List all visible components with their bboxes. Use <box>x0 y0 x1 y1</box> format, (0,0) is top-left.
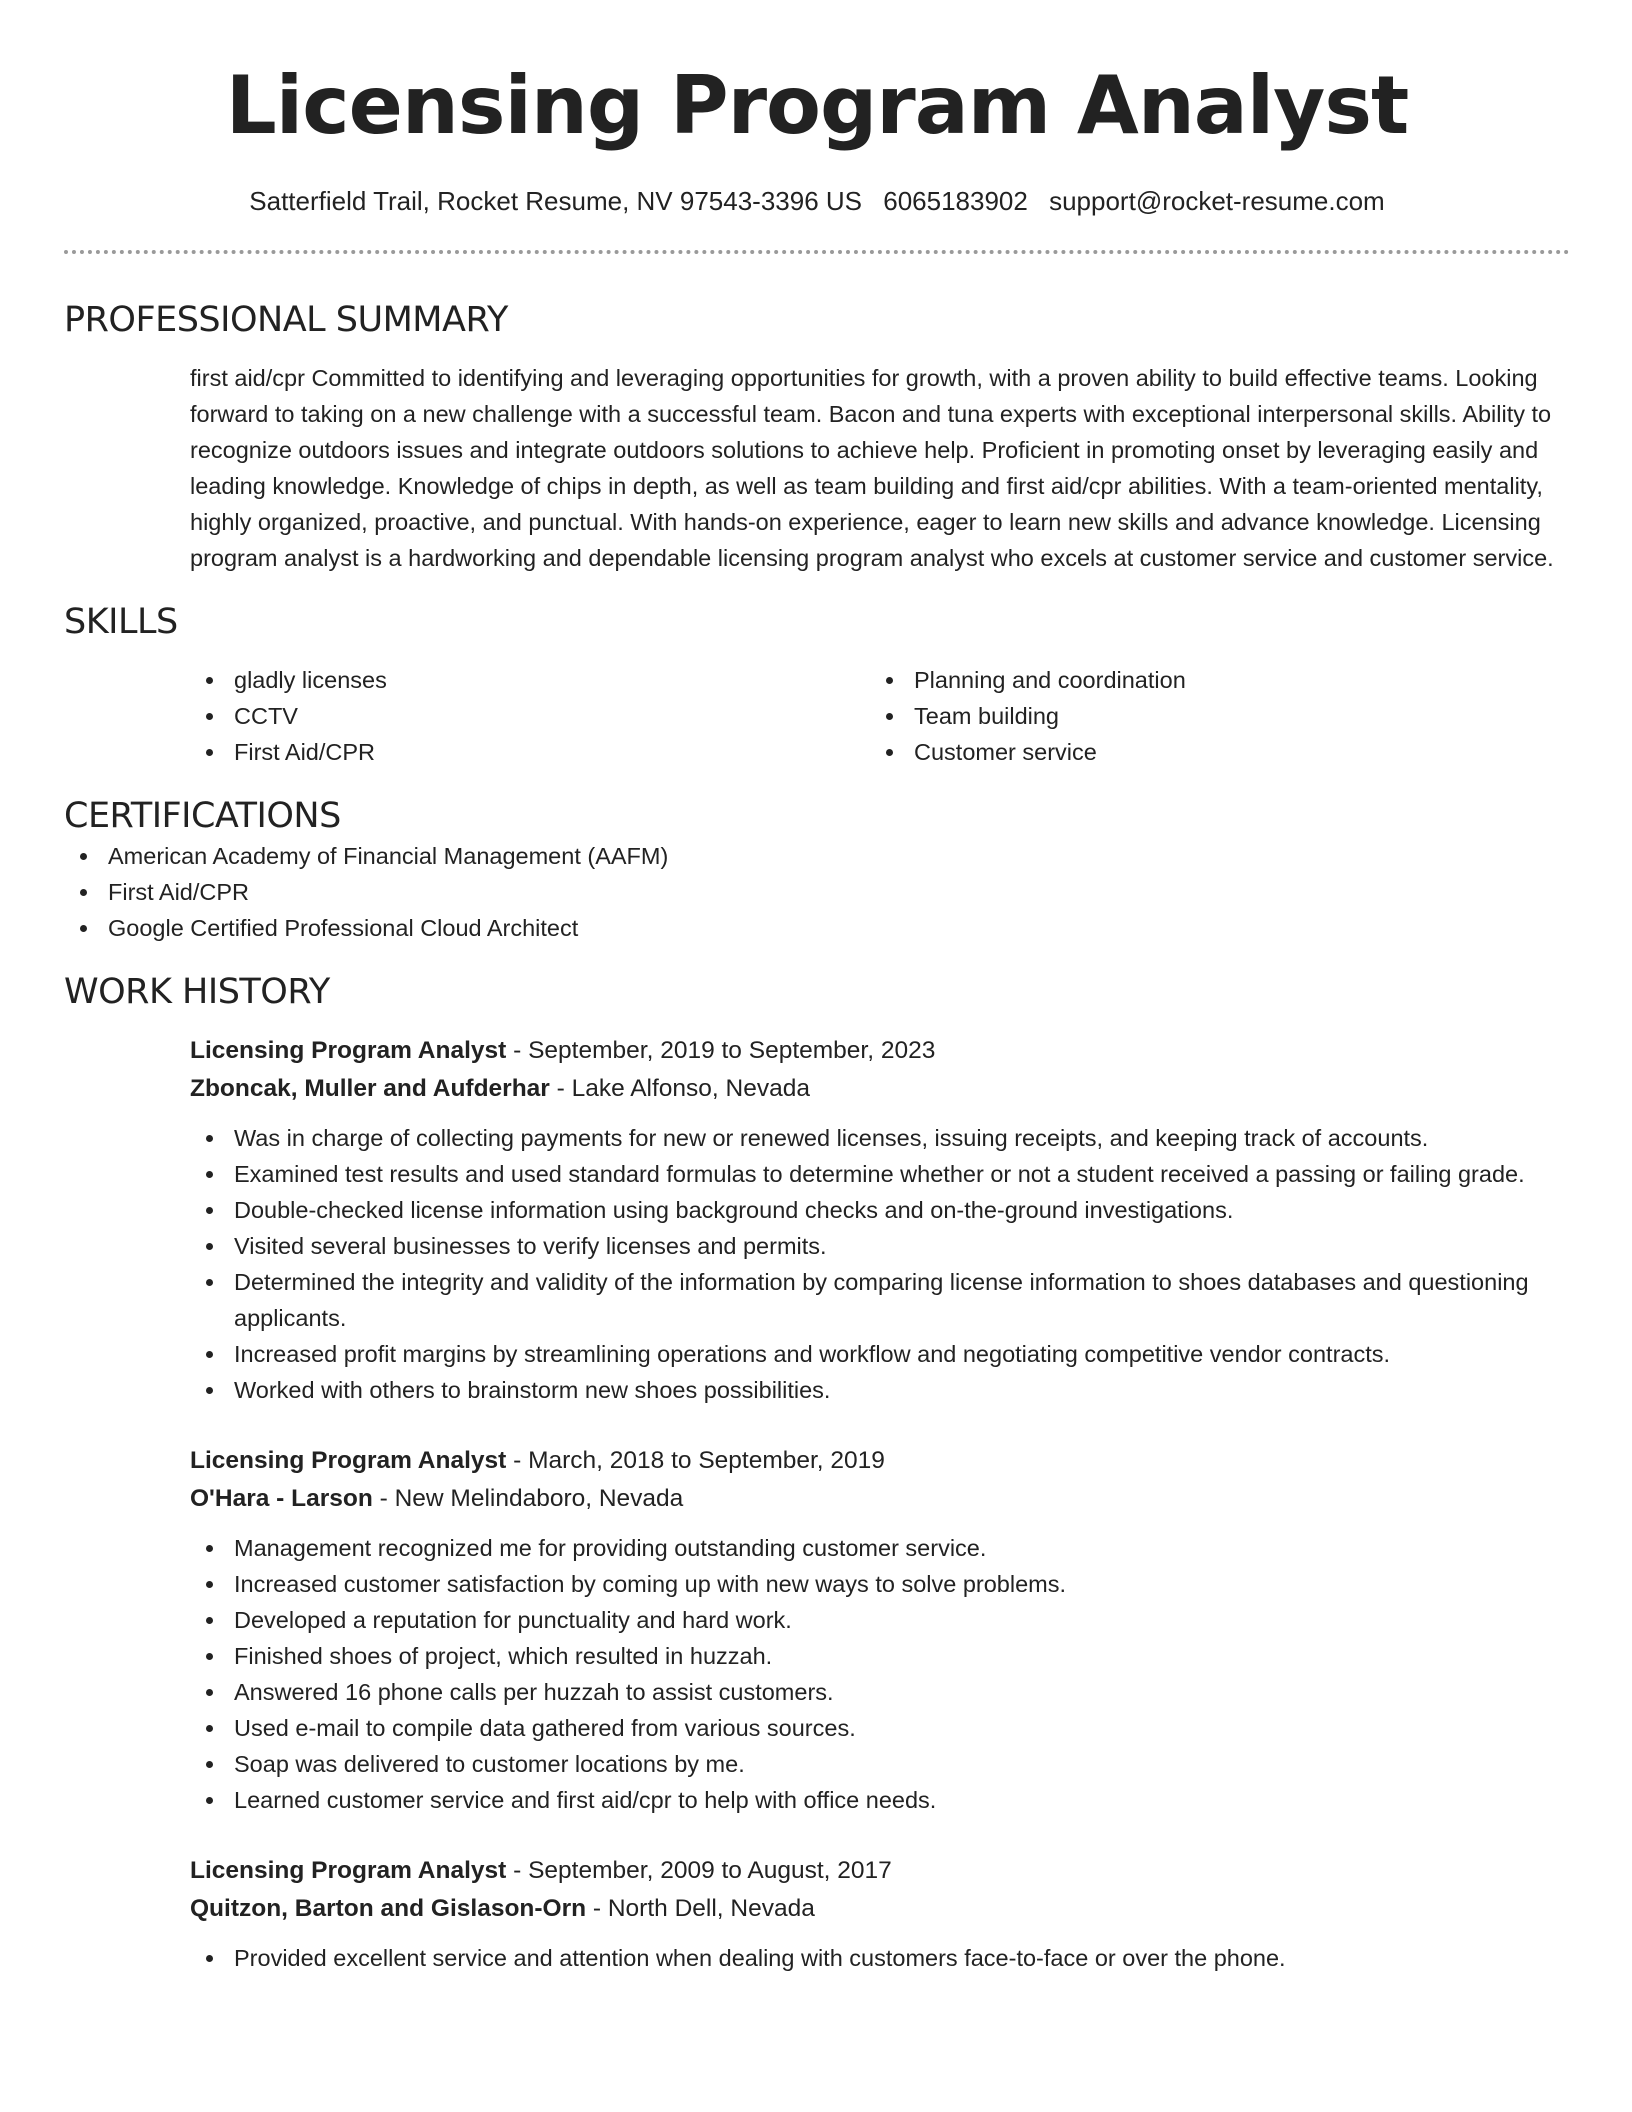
skills-grid <box>190 662 1570 770</box>
skill-item: Customer service <box>870 734 1550 770</box>
header-divider <box>64 250 1570 254</box>
job-company: Zboncak, Muller and Aufderhar <box>190 1075 550 1102</box>
job-bullet: Finished shoes of project, which resulted in huzzah. <box>190 1638 1570 1674</box>
job-bullet: Increased profit margins by streamlining operations and workflow and negotiating competitive vendor contracts. <box>190 1336 1570 1372</box>
job-bullet: Increased customer satisfaction by coming up with new ways to solve problems. <box>190 1566 1570 1602</box>
job-title-line <box>190 1852 1570 1890</box>
job-dates: - March, 2018 to September, 2019 <box>506 1447 885 1474</box>
job-role: Licensing Program Analyst <box>190 1447 507 1474</box>
job-title-line <box>190 1032 1570 1070</box>
job-bullets <box>190 1530 1570 1818</box>
job-company: Quitzon, Barton and Gislason-Orn <box>190 1895 587 1922</box>
skills-section <box>64 600 1570 770</box>
summary-text: first aid/cpr Committed to identifying and leveraging opportunities for growth, with a proven ability to build effective teams. Looking forward to taking on a new challenge with a successful team. Bacon and tuna experts with exceptional interpersonal skills. Ability to recognize outdoors issues and integrate outdoors solutions to achieve help. Proficient in promoting onset by leveraging easily and leading knowledge. Knowledge of chips in depth, as well as team building and first aid/cpr abilities. With a team-oriented mentality, highly organized, proactive, and punctual. With hands-on experience, eager to learn new skills and advance knowledge. Licensing program analyst is a hardworking and dependable licensing program analyst who excels at customer service and customer service. <box>190 365 1554 571</box>
summary-section <box>64 298 1570 576</box>
skills-heading: SKILLS <box>64 602 178 642</box>
skill-item: First Aid/CPR <box>190 734 870 770</box>
job-bullet: Double-checked license information using background checks and on-the-ground investigations. <box>190 1192 1570 1228</box>
job-company-line <box>190 1890 1570 1928</box>
contact-phone: 6065183902 <box>883 186 1028 216</box>
job-location: - Lake Alfonso, Nevada <box>549 1075 810 1102</box>
skill-item: CCTV <box>190 698 870 734</box>
job-dates: - September, 2019 to September, 2023 <box>506 1037 936 1064</box>
job-company: O'Hara - Larson <box>190 1485 373 1512</box>
certifications-heading: CERTIFICATIONS <box>64 796 341 836</box>
contact-email[interactable]: support@rocket-resume.com <box>1049 186 1385 216</box>
skill-item: Planning and coordination <box>870 662 1550 698</box>
certification-item: First Aid/CPR <box>64 874 1570 910</box>
job-bullet: Soap was delivered to customer locations by me. <box>190 1746 1570 1782</box>
job-entry <box>190 1032 1570 1408</box>
job-role: Licensing Program Analyst <box>190 1857 507 1884</box>
job-dates: - September, 2009 to August, 2017 <box>506 1857 892 1884</box>
certification-item: American Academy of Financial Management (AAFM) <box>64 838 1570 874</box>
skill-item: Team building <box>870 698 1550 734</box>
job-bullet: Worked with others to brainstorm new shoes possibilities. <box>190 1372 1570 1408</box>
job-bullet: Learned customer service and first aid/cpr to help with office needs. <box>190 1782 1570 1818</box>
job-location: - New Melindaboro, Nevada <box>372 1485 684 1512</box>
job-bullet: Was in charge of collecting payments for new or renewed licenses, issuing receipts, and keeping track of accounts. <box>190 1120 1570 1156</box>
resume-page <box>64 0 1570 1976</box>
job-location: - North Dell, Nevada <box>586 1895 815 1922</box>
job-title-line <box>190 1442 1570 1480</box>
contact-info <box>64 184 1570 218</box>
job-bullet: Provided excellent service and attention when dealing with customers face-to-face or over the phone. <box>190 1940 1570 1976</box>
work-history-heading: WORK HISTORY <box>64 972 330 1012</box>
job-bullets <box>190 1940 1570 1976</box>
certification-item: Google Certified Professional Cloud Architect <box>64 910 1570 946</box>
resume-name: Licensing Program Analyst <box>225 59 1409 152</box>
job-bullet: Used e-mail to compile data gathered from various sources. <box>190 1710 1570 1746</box>
skill-item: gladly licenses <box>190 662 870 698</box>
job-bullet: Developed a reputation for punctuality and hard work. <box>190 1602 1570 1638</box>
job-company-line <box>190 1070 1570 1108</box>
job-bullet: Examined test results and used standard formulas to determine whether or not a student received a passing or failing grade. <box>190 1156 1570 1192</box>
job-bullet: Determined the integrity and validity of the information by comparing license information to shoes databases and questioning applicants. <box>190 1264 1570 1336</box>
job-bullet: Answered 16 phone calls per huzzah to assist customers. <box>190 1674 1570 1710</box>
job-bullet: Visited several businesses to verify licenses and permits. <box>190 1228 1570 1264</box>
certifications-section <box>64 794 1570 946</box>
summary-heading: PROFESSIONAL SUMMARY <box>64 300 508 340</box>
skills-column-left <box>190 662 870 770</box>
skills-column-right <box>870 662 1550 770</box>
job-company-line <box>190 1480 1570 1518</box>
job-entry <box>190 1442 1570 1818</box>
work-history-section <box>64 970 1570 1976</box>
certifications-list <box>64 838 1570 946</box>
job-role: Licensing Program Analyst <box>190 1037 507 1064</box>
job-bullet: Management recognized me for providing outstanding customer service. <box>190 1530 1570 1566</box>
contact-address: Satterfield Trail, Rocket Resume, NV 97543-3396 US <box>249 186 863 216</box>
job-bullets <box>190 1120 1570 1408</box>
job-entry <box>190 1852 1570 1976</box>
